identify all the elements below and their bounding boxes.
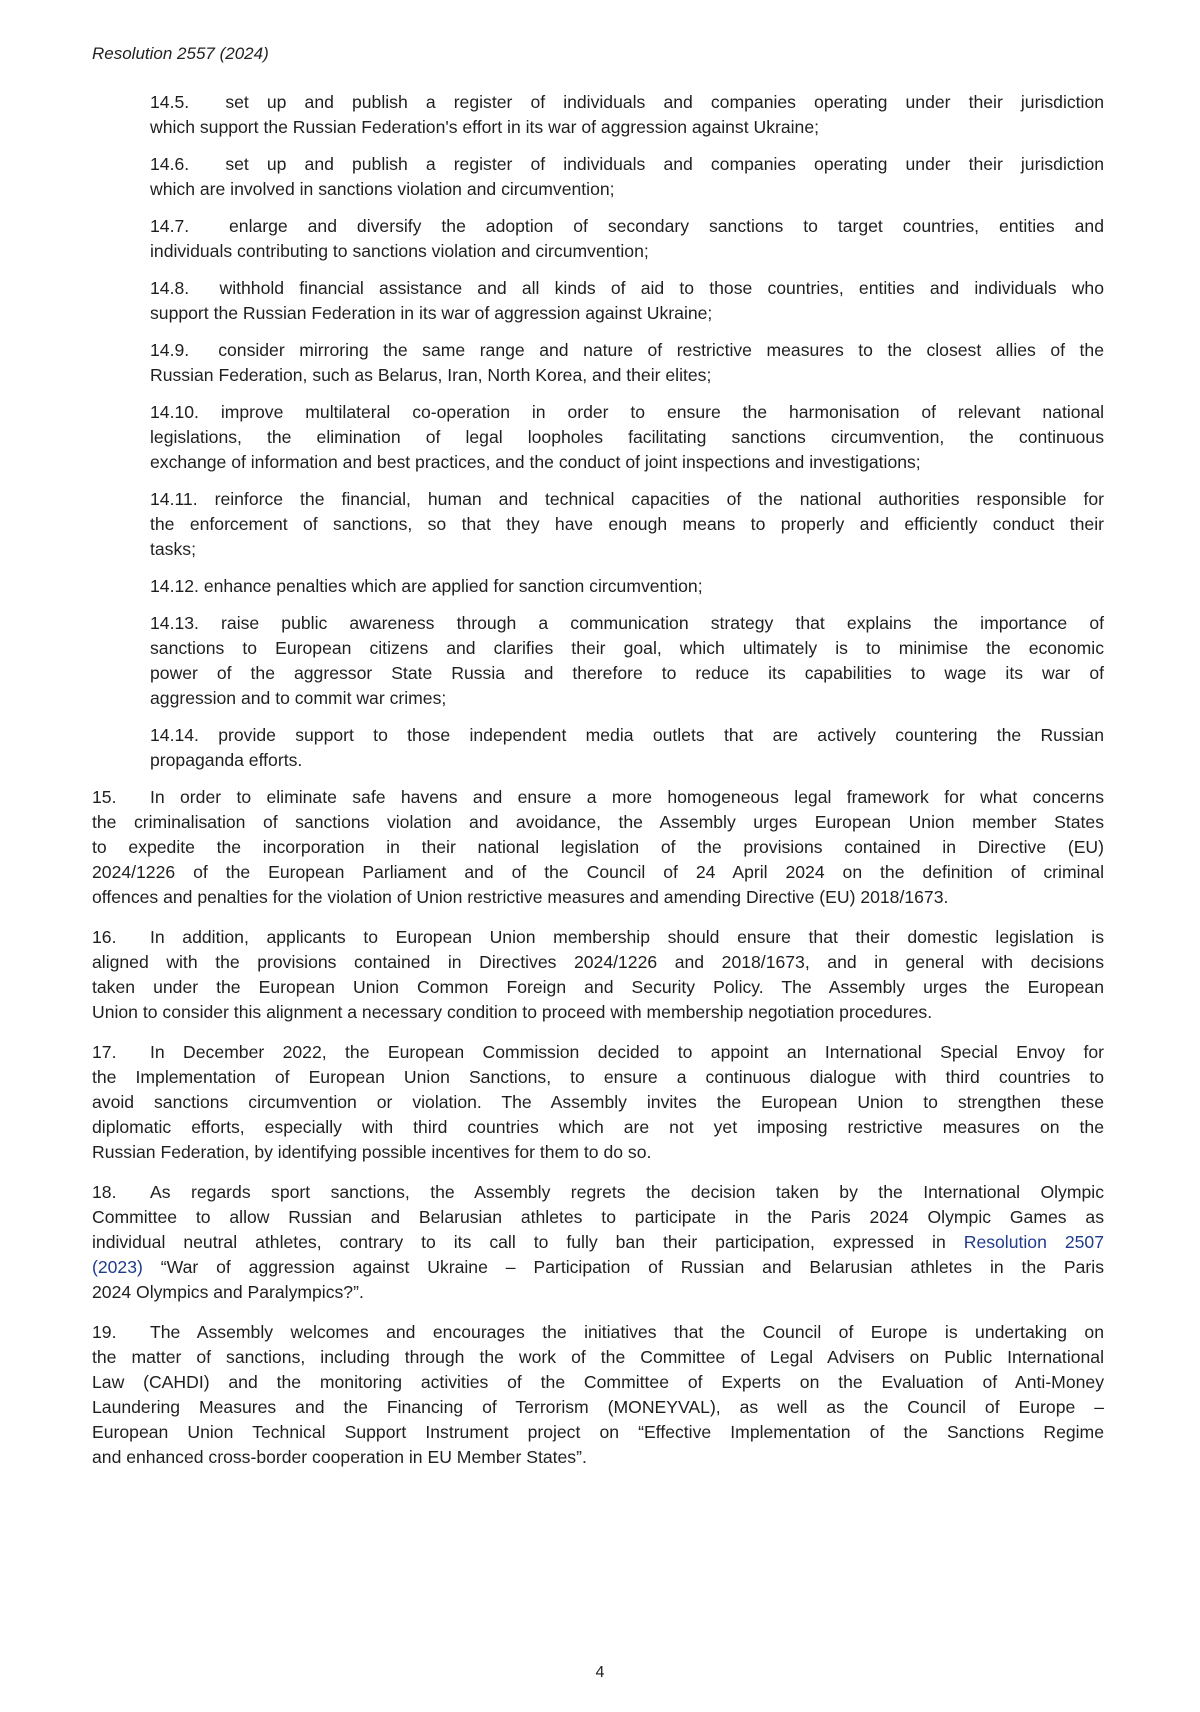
item-number: 14.14.	[150, 725, 199, 745]
document-body	[92, 90, 1104, 1485]
paragraph-number: 16.	[92, 927, 117, 947]
sub-item-14-14: 14.14. provide support to those independent media outlets that are actively countering the Russian propaganda efforts.	[150, 725, 1105, 770]
paragraph-17: 17. In December 2022, the European Commission decided to appoint an International Special Envoy for the Implementation of European Union Sanctions, to ensure a continuous dialogue with third countries to avoid sanctions circumvention or violation. The Assembly invites the European Union to strengthen these diplomatic efforts, especially with third countries which are not yet imposing restrictive measures on the Russian Federation, by identifying possible incentives for them to do so.	[92, 1042, 1104, 1162]
sub-item-14-12: 14.12. enhance penalties which are applied for sanction circumvention;	[150, 574, 1104, 599]
paragraph-18: 18. As regards sport sanctions, the Assembly regrets the decision taken by the International Olympic Committee to allow Russian and Belarusian athletes to participate in the Paris 2024 Olympic Games as individual neutral athletes, contrary to its call to fully ban their participation, expressed in Resolution 2507 (2023) “War of aggression against Ukraine – Participation of Russian and Belarusian athletes in the Paris 2024 Olympics and Paralympics?”.	[92, 1182, 1104, 1302]
paragraph-16: 16. In addition, applicants to European Union membership should ensure that their domestic legislation is aligned with the provisions contained in Directives 2024/1226 and 2018/1673, and in general with decisions taken under the European Union Common Foreign and Security Policy. The Assembly urges the European Union to consider this alignment a necessary condition to proceed with membership negotiation procedures.	[92, 927, 1104, 1022]
paragraph-number: 18.	[92, 1182, 117, 1202]
item-number: 14.9.	[150, 340, 190, 360]
item-number: 14.8.	[150, 278, 190, 298]
paragraph-number: 17.	[92, 1042, 117, 1062]
sub-item-14-5: 14.5. set up and publish a register of individuals and companies operating under their jurisdiction which support the Russian Federation's effort in its war of aggression against Ukraine;	[150, 92, 1105, 137]
sub-item-14-8: 14.8. withhold financial assistance and all kinds of aid to those countries, entities and individuals who support the Russian Federation in its war of aggression against Ukraine;	[150, 278, 1104, 323]
resolution-2507-link[interactable]: Resolution 2507	[963, 1232, 1104, 1252]
page-number: 4	[595, 1664, 605, 1681]
paragraph-number: 19.	[92, 1322, 117, 1342]
item-number: 14.7.	[150, 216, 190, 236]
resolution-2507-link-year[interactable]: (2023)	[92, 1257, 143, 1277]
sub-item-14-7: 14.7. enlarge and diversify the adoption of secondary sanctions to target countries, entities and individuals contributing to sanctions violation and circumvention;	[150, 216, 1104, 261]
item-number: 14.6.	[150, 154, 190, 174]
item-number: 14.12.	[150, 576, 199, 596]
sub-item-14-13: 14.13. raise public awareness through a communication strategy that explains the importance of sanctions to European citizens and clarifies their goal, which ultimately is to minimise the economic power of the aggressor State Russia and therefore to reduce its capabilities to wage its war of aggression and to commit war crimes;	[150, 613, 1104, 708]
paragraph-15: 15. In order to eliminate safe havens and ensure a more homogeneous legal framework for what concerns the criminalisation of sanctions violation and avoidance, the Assembly urges European Union member States to expedite the incorporation in their national legislation of the provisions contained in Directive (EU) 2024/1226 of the European Parliament and of the Council of 24 April 2024 on the definition of criminal offences and penalties for the violation of Union restrictive measures and amending Directive (EU) 2018/1673.	[92, 787, 1104, 907]
paragraph-19: 19. The Assembly welcomes and encourages the initiatives that the Council of Europe is undertaking on the matter of sanctions, including through the work of the Committee of Legal Advisers on Public International Law (CAHDI) and the monitoring activities of the Committee of Experts on the Evaluation of Anti-Money Laundering Measures and the Financing of Terrorism (MONEYVAL), as well as the Council of Europe – European Union Technical Support Instrument project on “Effective Implementation of the Sanctions Regime and enhanced cross-border cooperation in EU Member States”.	[92, 1322, 1104, 1467]
running-header: Resolution 2557 (2024)	[92, 44, 269, 63]
sub-item-14-11: 14.11. reinforce the financial, human and technical capacities of the national authorities responsible for the enforcement of sanctions, so that they have enough means to properly and efficiently conduct their tasks;	[150, 489, 1104, 559]
item-number: 14.10.	[150, 402, 199, 422]
paragraph-number: 15.	[92, 787, 117, 807]
sub-item-14-9: 14.9. consider mirroring the same range and nature of restrictive measures to the closest allies of the Russian Federation, such as Belarus, Iran, North Korea, and their elites;	[150, 340, 1105, 385]
item-number: 14.13.	[150, 613, 199, 633]
sub-item-14-6: 14.6. set up and publish a register of individuals and companies operating under their jurisdiction which are involved in sanctions violation and circumvention;	[150, 154, 1105, 199]
sub-item-14-10: 14.10. improve multilateral co-operation in order to ensure the harmonisation of relevant national legislations, the elimination of legal loopholes facilitating sanctions circumvention, the continuous exchange of information and best practices, and the conduct of joint inspections and investigations;	[150, 402, 1105, 472]
item-number: 14.11.	[150, 489, 198, 509]
item-number: 14.5.	[150, 92, 190, 112]
